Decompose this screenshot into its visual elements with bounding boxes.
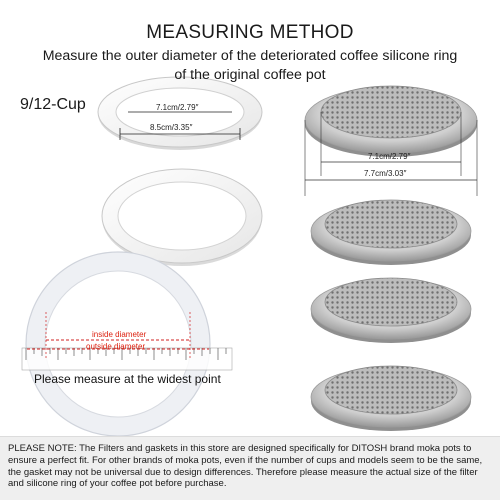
filter-plate-2 <box>311 200 471 265</box>
filter-plate-1 <box>305 86 477 196</box>
page-title: MEASURING METHOD <box>146 22 354 43</box>
cup-size-label: 9/12-Cup <box>20 96 86 113</box>
filter-plate-4 <box>311 366 471 431</box>
filter-inner-dimension: 7.1cm/2.79″ <box>368 152 411 161</box>
filter-plate-3 <box>311 278 471 343</box>
footer-note <box>0 436 500 500</box>
measure-instruction: Please measure at the widest point <box>34 372 221 386</box>
footer-note-text: PLEASE NOTE: The Filters and gaskets in this store are designed specifically for DITOSH brand moka pots to ensure a perfect fit. For other brands of moka pots, even if the number of cups and models seem to be the same, the gasket may not be universal due to design differences. Therefore please measure the actual size of the filter and silicone ring of your coffee pot before purchase. <box>8 443 483 490</box>
outside-diameter-label: outside diameter <box>86 342 146 351</box>
inside-diameter-label: inside diameter <box>92 330 147 339</box>
filter-outer-dimension: 7.7cm/3.03″ <box>364 169 407 178</box>
gasket-inner-dimension: 7.1cm/2.79″ <box>156 103 199 112</box>
page-subtitle: Measure the outer diameter of the deteriorated coffee silicone ring of the original coffee pot <box>42 48 458 83</box>
silicone-gasket-1 <box>98 77 262 150</box>
gasket-outer-dimension: 8.5cm/3.35″ <box>150 123 193 132</box>
silicone-gasket-2 <box>102 169 262 266</box>
